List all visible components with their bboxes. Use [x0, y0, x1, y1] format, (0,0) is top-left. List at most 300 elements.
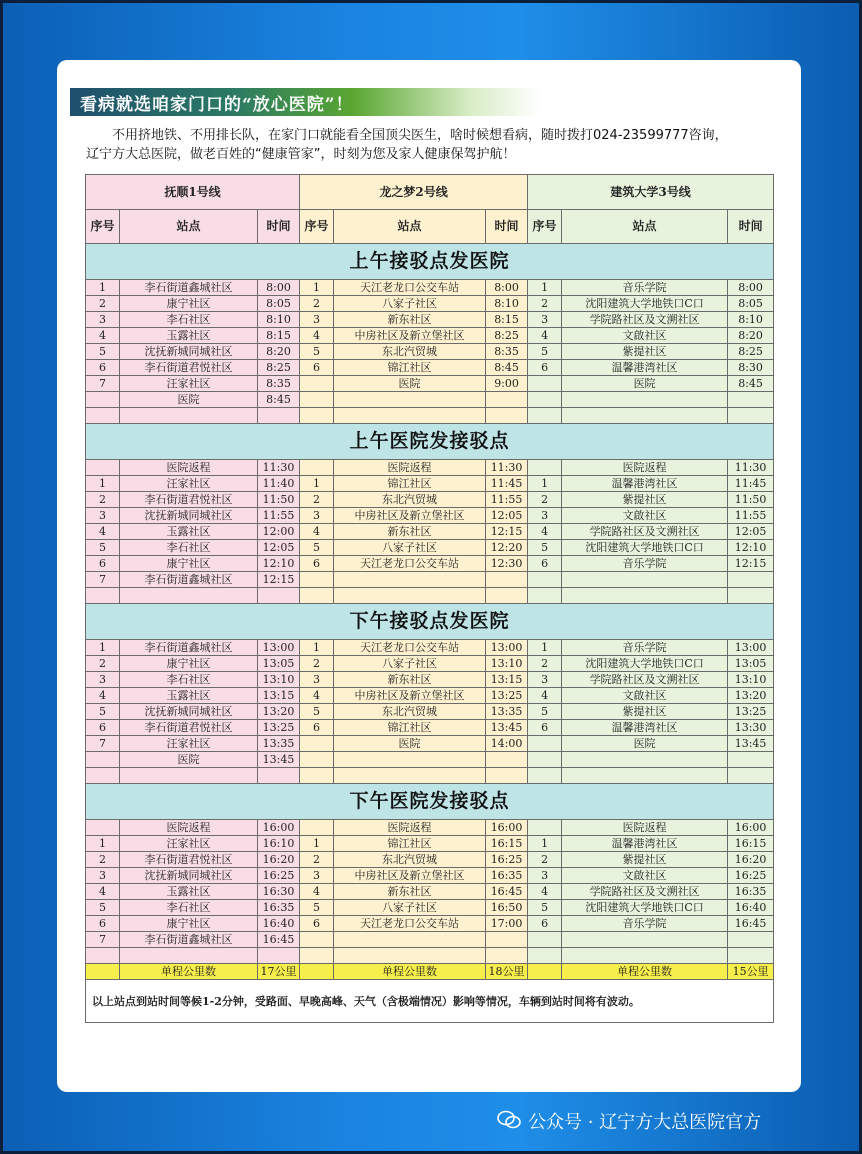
line-3-stop-cell: [562, 408, 728, 424]
line-1-seq-cell: [86, 948, 120, 964]
line-1-stop-cell: 李石街道君悦社区: [120, 852, 258, 868]
table-row: [86, 392, 774, 408]
line-3-time-cell: 12:05: [728, 524, 774, 540]
line-2-seq-cell: 4: [300, 884, 334, 900]
line-3-seq-cell: 6: [528, 916, 562, 932]
line-2-stop-cell: 八家子社区: [334, 296, 486, 312]
note-row: [86, 980, 774, 1023]
line-2-seq-cell: 1: [300, 280, 334, 296]
line-1-stop-cell: 医院返程: [120, 820, 258, 836]
line-2-time-cell: 8:35: [486, 344, 528, 360]
line-2-time-cell: [486, 932, 528, 948]
line-2-stop-cell: 医院返程: [334, 460, 486, 476]
totals-label: 单程公里数: [562, 964, 728, 980]
line-2-time-cell: [486, 408, 528, 424]
line-1-time-cell: 8:25: [258, 360, 300, 376]
line-1-time-cell: 11:40: [258, 476, 300, 492]
line-3-stop-cell: 文啟社区: [562, 688, 728, 704]
schedule-note: 以上站点到站时间等候1-2分钟，受路面、早晚高峰、天气（含极端情况）影响等情况，车辆到站时间将有波动。: [86, 980, 774, 1023]
line-1-stop-cell: 玉露社区: [120, 884, 258, 900]
line-2-seq-cell: 4: [300, 328, 334, 344]
line-3-stop-cell: 医院: [562, 736, 728, 752]
line-3-seq-cell: 3: [528, 672, 562, 688]
line-1-stop-cell: 李石街道鑫城社区: [120, 572, 258, 588]
line-3-seq-cell: [528, 460, 562, 476]
line-2-seq-cell: 3: [300, 508, 334, 524]
table-row: [86, 460, 774, 476]
line-1-stop-cell: [120, 588, 258, 604]
totals-empty-cell: [86, 964, 120, 980]
line-2-stop-cell: 天江老龙口公交车站: [334, 280, 486, 296]
line-3-time-cell: [728, 392, 774, 408]
line-2-seq-cell: 2: [300, 656, 334, 672]
line-2-time-cell: 17:00: [486, 916, 528, 932]
line-3-stop-cell: 学院路社区及文溯社区: [562, 672, 728, 688]
line-1-seq-cell: 7: [86, 376, 120, 392]
line-3-stop-cell: [562, 768, 728, 784]
line-2-seq-cell: [300, 948, 334, 964]
table-row: [86, 408, 774, 424]
line-1-stop-cell: 沈抚新城同城社区: [120, 344, 258, 360]
section-title: 上午医院发接驳点: [86, 424, 774, 460]
table-row: [86, 476, 774, 492]
line-3-seq-cell: 5: [528, 900, 562, 916]
table-row: [86, 588, 774, 604]
line-1-stop-cell: 玉露社区: [120, 688, 258, 704]
line-3-seq-cell: 1: [528, 640, 562, 656]
line-1-seq-cell: 1: [86, 836, 120, 852]
line-3-stop-cell: 学院路社区及文溯社区: [562, 884, 728, 900]
line-2-time-cell: 13:35: [486, 704, 528, 720]
line-3-seq-cell: [528, 820, 562, 836]
watermark-text: 公众号 · 辽宁方大总医院官方: [528, 1112, 762, 1133]
line-1-seq-cell: 2: [86, 492, 120, 508]
line-3-stop-cell: 紫提社区: [562, 704, 728, 720]
line-1-stop-cell: 沈抚新城同城社区: [120, 868, 258, 884]
line-3-stop-cell: 紫提社区: [562, 852, 728, 868]
line-1-time-cell: 8:45: [258, 392, 300, 408]
line-1-stop-cell: 康宁社区: [120, 556, 258, 572]
col-header-seq: 序号: [528, 210, 562, 244]
line-1-seq-cell: 6: [86, 916, 120, 932]
line-2-time-cell: 16:15: [486, 836, 528, 852]
line-3-stop-cell: [562, 932, 728, 948]
table-row: [86, 328, 774, 344]
line-2-seq-cell: [300, 376, 334, 392]
line-1-time-cell: 8:10: [258, 312, 300, 328]
table-row: [86, 672, 774, 688]
line-2-stop-cell: [334, 948, 486, 964]
line-1-time-cell: 8:20: [258, 344, 300, 360]
line-1-seq-cell: 4: [86, 524, 120, 540]
line-1-seq-cell: 1: [86, 476, 120, 492]
table-row: [86, 540, 774, 556]
line-2-seq-cell: [300, 408, 334, 424]
line-1-time-cell: 16:30: [258, 884, 300, 900]
line-2-seq-cell: 6: [300, 360, 334, 376]
line-1-seq-cell: 2: [86, 852, 120, 868]
section-title-row: [86, 244, 774, 280]
table-row: [86, 852, 774, 868]
line-2-seq-cell: 1: [300, 476, 334, 492]
line-1-seq-cell: [86, 392, 120, 408]
line-1-stop-cell: 李石社区: [120, 312, 258, 328]
line-2-stop-cell: 新东社区: [334, 672, 486, 688]
line-1-time-cell: 12:15: [258, 572, 300, 588]
line-2-time-cell: 14:00: [486, 736, 528, 752]
table-row: [86, 492, 774, 508]
table-row: [86, 688, 774, 704]
table-row: [86, 508, 774, 524]
line-1-seq-cell: [86, 752, 120, 768]
line-2-stop-cell: 东北汽贸城: [334, 492, 486, 508]
line-3-time-cell: 8:30: [728, 360, 774, 376]
line-3-time-cell: [728, 948, 774, 964]
totals-value: 15公里: [728, 964, 774, 980]
line-3-stop-cell: 温馨港湾社区: [562, 476, 728, 492]
section-title: 下午医院发接驳点: [86, 784, 774, 820]
line-3-seq-cell: 4: [528, 884, 562, 900]
line-2-time-cell: 11:55: [486, 492, 528, 508]
col-header-seq: 序号: [300, 210, 334, 244]
line-1-time-cell: 11:30: [258, 460, 300, 476]
line-1-seq-cell: 5: [86, 704, 120, 720]
table-row: [86, 948, 774, 964]
line-3-time-cell: 13:00: [728, 640, 774, 656]
line-3-time-cell: 8:20: [728, 328, 774, 344]
line-3-seq-cell: [528, 736, 562, 752]
line-3-stop-cell: 医院返程: [562, 460, 728, 476]
line-3-time-cell: 13:30: [728, 720, 774, 736]
line-1-stop-cell: 汪家社区: [120, 836, 258, 852]
table-row: [86, 736, 774, 752]
line-3-stop-cell: [562, 588, 728, 604]
line-1-time-cell: 16:20: [258, 852, 300, 868]
line-2-time-cell: [486, 752, 528, 768]
section-title-row: [86, 784, 774, 820]
line-header-row: [86, 175, 774, 210]
table-row: [86, 768, 774, 784]
line-3-time-cell: 13:45: [728, 736, 774, 752]
table-row: [86, 344, 774, 360]
line-1-seq-cell: 1: [86, 280, 120, 296]
line-1-stop-cell: 医院: [120, 392, 258, 408]
line-3-stop-cell: 音乐学院: [562, 280, 728, 296]
line-2-stop-cell: 锦江社区: [334, 836, 486, 852]
line-3-seq-cell: [528, 376, 562, 392]
line-3-seq-cell: 5: [528, 540, 562, 556]
line-1-stop-cell: 李石社区: [120, 900, 258, 916]
line-3-seq-cell: 2: [528, 296, 562, 312]
totals-value: 17公里: [258, 964, 300, 980]
line-2-time-cell: 12:05: [486, 508, 528, 524]
line-3-time-cell: [728, 408, 774, 424]
line-2-seq-cell: 2: [300, 492, 334, 508]
line-3-seq-cell: 4: [528, 328, 562, 344]
table-row: [86, 656, 774, 672]
line-2-stop-cell: [334, 408, 486, 424]
shuttle-schedule-table: [85, 174, 774, 1023]
line-1-time-cell: 13:05: [258, 656, 300, 672]
line-3-time-cell: 16:25: [728, 868, 774, 884]
line-1-time-cell: 13:20: [258, 704, 300, 720]
line-3-time-cell: 11:45: [728, 476, 774, 492]
line-1-seq-cell: 6: [86, 360, 120, 376]
intro-line-1: 不用挤地铁、不用排长队，在家门口就能看全国顶尖医生，啥时候想看病，随时拨打024-23599777咨询，: [112, 128, 728, 143]
line-2-time-cell: 11:30: [486, 460, 528, 476]
line-1-seq-cell: 5: [86, 344, 120, 360]
line-2-seq-cell: 5: [300, 704, 334, 720]
table-row: [86, 884, 774, 900]
line-3-stop-cell: 音乐学院: [562, 556, 728, 572]
table-row: [86, 640, 774, 656]
line-2-time-cell: [486, 392, 528, 408]
line-3-time-cell: [728, 752, 774, 768]
line-1-stop-cell: 康宁社区: [120, 656, 258, 672]
line-1-seq-cell: 2: [86, 296, 120, 312]
line-2-stop-cell: 中房社区及新立堡社区: [334, 688, 486, 704]
intro-text: [86, 126, 776, 164]
table-row: [86, 932, 774, 948]
line-1-seq-cell: 3: [86, 508, 120, 524]
line-2-time-cell: 16:00: [486, 820, 528, 836]
line-3-seq-cell: [528, 768, 562, 784]
table-row: [86, 820, 774, 836]
banner-title: 看病就选咱家门口的“放心医院”！: [80, 95, 354, 115]
line-3-seq-cell: 1: [528, 280, 562, 296]
line-1-time-cell: 13:25: [258, 720, 300, 736]
line-1-stop-cell: 李石街道鑫城社区: [120, 640, 258, 656]
table-row: [86, 524, 774, 540]
line-3-time-cell: 8:00: [728, 280, 774, 296]
line-1-stop-cell: 汪家社区: [120, 376, 258, 392]
line-1-time-cell: [258, 588, 300, 604]
line-1-time-cell: 12:05: [258, 540, 300, 556]
line-2-title: 龙之梦2号线: [300, 175, 528, 210]
line-1-seq-cell: 4: [86, 884, 120, 900]
line-3-stop-cell: 学院路社区及文溯社区: [562, 312, 728, 328]
totals-empty-cell: [528, 964, 562, 980]
line-1-time-cell: [258, 408, 300, 424]
line-3-seq-cell: [528, 932, 562, 948]
line-2-seq-cell: 6: [300, 720, 334, 736]
line-2-stop-cell: 新东社区: [334, 524, 486, 540]
line-3-time-cell: 16:15: [728, 836, 774, 852]
line-3-seq-cell: [528, 572, 562, 588]
line-1-time-cell: 13:15: [258, 688, 300, 704]
line-2-time-cell: 13:45: [486, 720, 528, 736]
table-row: [86, 312, 774, 328]
section-title-row: [86, 604, 774, 640]
totals-label: 单程公里数: [120, 964, 258, 980]
line-3-stop-cell: 沈阳建筑大学地铁口C口: [562, 900, 728, 916]
line-1-stop-cell: 医院: [120, 752, 258, 768]
line-2-stop-cell: [334, 752, 486, 768]
line-3-stop-cell: 医院: [562, 376, 728, 392]
line-2-seq-cell: 3: [300, 312, 334, 328]
line-3-seq-cell: [528, 392, 562, 408]
line-3-seq-cell: 2: [528, 492, 562, 508]
line-1-time-cell: 8:00: [258, 280, 300, 296]
line-1-time-cell: 16:35: [258, 900, 300, 916]
line-2-seq-cell: 3: [300, 672, 334, 688]
line-2-time-cell: 11:45: [486, 476, 528, 492]
line-1-time-cell: 8:35: [258, 376, 300, 392]
line-2-time-cell: 9:00: [486, 376, 528, 392]
line-3-stop-cell: [562, 948, 728, 964]
line-1-seq-cell: 5: [86, 540, 120, 556]
line-3-time-cell: 12:15: [728, 556, 774, 572]
table-row: [86, 296, 774, 312]
line-2-stop-cell: [334, 932, 486, 948]
totals-empty-cell: [300, 964, 334, 980]
line-3-seq-cell: 6: [528, 556, 562, 572]
column-header-row: [86, 210, 774, 244]
line-1-stop-cell: 医院返程: [120, 460, 258, 476]
line-2-stop-cell: 八家子社区: [334, 900, 486, 916]
line-2-seq-cell: 1: [300, 836, 334, 852]
section-title: 下午接驳点发医院: [86, 604, 774, 640]
line-2-time-cell: 12:30: [486, 556, 528, 572]
line-2-seq-cell: [300, 820, 334, 836]
line-2-seq-cell: [300, 392, 334, 408]
line-2-seq-cell: 2: [300, 296, 334, 312]
line-3-time-cell: 11:30: [728, 460, 774, 476]
line-2-stop-cell: 医院: [334, 736, 486, 752]
line-3-stop-cell: 沈阳建筑大学地铁口C口: [562, 656, 728, 672]
table-row: [86, 836, 774, 852]
col-header-time: 时间: [486, 210, 528, 244]
table-row: [86, 900, 774, 916]
line-2-time-cell: [486, 572, 528, 588]
line-1-seq-cell: 4: [86, 688, 120, 704]
line-2-seq-cell: 6: [300, 556, 334, 572]
line-3-stop-cell: 沈阳建筑大学地铁口C口: [562, 540, 728, 556]
line-1-stop-cell: 李石街道君悦社区: [120, 492, 258, 508]
table-row: [86, 280, 774, 296]
line-3-time-cell: 13:20: [728, 688, 774, 704]
line-3-stop-cell: 音乐学院: [562, 916, 728, 932]
line-2-seq-cell: [300, 932, 334, 948]
line-3-stop-cell: 紫提社区: [562, 344, 728, 360]
line-1-time-cell: 11:55: [258, 508, 300, 524]
line-1-seq-cell: 3: [86, 868, 120, 884]
line-2-seq-cell: 5: [300, 900, 334, 916]
line-1-time-cell: 13:35: [258, 736, 300, 752]
line-1-time-cell: 11:50: [258, 492, 300, 508]
line-2-time-cell: 8:10: [486, 296, 528, 312]
line-1-time-cell: 8:05: [258, 296, 300, 312]
line-1-title: 抚顺1号线: [86, 175, 300, 210]
line-1-time-cell: 13:10: [258, 672, 300, 688]
line-2-seq-cell: [300, 736, 334, 752]
line-2-seq-cell: [300, 460, 334, 476]
line-2-stop-cell: 东北汽贸城: [334, 704, 486, 720]
line-3-time-cell: 13:10: [728, 672, 774, 688]
line-3-seq-cell: [528, 752, 562, 768]
line-2-time-cell: 13:10: [486, 656, 528, 672]
line-3-stop-cell: 温馨港湾社区: [562, 360, 728, 376]
line-1-seq-cell: 7: [86, 572, 120, 588]
line-1-stop-cell: 李石街道君悦社区: [120, 720, 258, 736]
line-1-time-cell: 16:00: [258, 820, 300, 836]
line-2-stop-cell: 东北汽贸城: [334, 852, 486, 868]
line-1-seq-cell: 7: [86, 736, 120, 752]
line-2-seq-cell: 4: [300, 688, 334, 704]
line-2-time-cell: 13:25: [486, 688, 528, 704]
line-3-stop-cell: 文啟社区: [562, 868, 728, 884]
line-1-stop-cell: [120, 768, 258, 784]
line-3-time-cell: 13:05: [728, 656, 774, 672]
line-2-time-cell: 8:15: [486, 312, 528, 328]
line-2-stop-cell: 新东社区: [334, 312, 486, 328]
line-2-stop-cell: 天江老龙口公交车站: [334, 556, 486, 572]
line-1-time-cell: 8:15: [258, 328, 300, 344]
line-2-stop-cell: 中房社区及新立堡社区: [334, 868, 486, 884]
line-2-stop-cell: 锦江社区: [334, 360, 486, 376]
line-2-time-cell: 16:25: [486, 852, 528, 868]
line-3-stop-cell: 温馨港湾社区: [562, 836, 728, 852]
table-row: [86, 704, 774, 720]
line-1-seq-cell: 7: [86, 932, 120, 948]
line-1-stop-cell: 玉露社区: [120, 328, 258, 344]
line-3-time-cell: 11:55: [728, 508, 774, 524]
line-1-stop-cell: 沈抚新城同城社区: [120, 704, 258, 720]
line-1-seq-cell: [86, 460, 120, 476]
line-1-time-cell: 16:45: [258, 932, 300, 948]
line-2-stop-cell: 天江老龙口公交车站: [334, 916, 486, 932]
col-header-stop: 站点: [334, 210, 486, 244]
table-row: [86, 752, 774, 768]
line-2-time-cell: 8:45: [486, 360, 528, 376]
line-3-seq-cell: 2: [528, 656, 562, 672]
line-1-time-cell: 13:00: [258, 640, 300, 656]
line-3-seq-cell: 4: [528, 688, 562, 704]
line-1-seq-cell: [86, 408, 120, 424]
line-3-time-cell: 11:50: [728, 492, 774, 508]
line-1-stop-cell: 李石社区: [120, 672, 258, 688]
line-2-seq-cell: 1: [300, 640, 334, 656]
line-2-stop-cell: 医院: [334, 376, 486, 392]
line-1-stop-cell: 李石街道鑫城社区: [120, 280, 258, 296]
line-1-time-cell: [258, 948, 300, 964]
line-1-seq-cell: 6: [86, 720, 120, 736]
line-1-time-cell: 12:10: [258, 556, 300, 572]
line-3-time-cell: 8:05: [728, 296, 774, 312]
line-1-stop-cell: 汪家社区: [120, 736, 258, 752]
line-2-stop-cell: [334, 768, 486, 784]
line-2-stop-cell: [334, 572, 486, 588]
line-1-stop-cell: 汪家社区: [120, 476, 258, 492]
line-1-time-cell: [258, 768, 300, 784]
totals-value: 18公里: [486, 964, 528, 980]
line-2-seq-cell: [300, 768, 334, 784]
line-1-stop-cell: 李石街道君悦社区: [120, 360, 258, 376]
line-3-seq-cell: [528, 408, 562, 424]
line-3-time-cell: [728, 932, 774, 948]
line-2-stop-cell: 天江老龙口公交车站: [334, 640, 486, 656]
line-2-time-cell: 13:15: [486, 672, 528, 688]
line-2-time-cell: 12:20: [486, 540, 528, 556]
line-3-time-cell: 8:45: [728, 376, 774, 392]
line-3-seq-cell: 5: [528, 704, 562, 720]
wechat-icon: [497, 1110, 521, 1130]
line-3-stop-cell: 文啟社区: [562, 508, 728, 524]
line-2-time-cell: [486, 588, 528, 604]
line-3-stop-cell: [562, 572, 728, 588]
line-3-time-cell: 16:40: [728, 900, 774, 916]
line-2-stop-cell: 新东社区: [334, 884, 486, 900]
